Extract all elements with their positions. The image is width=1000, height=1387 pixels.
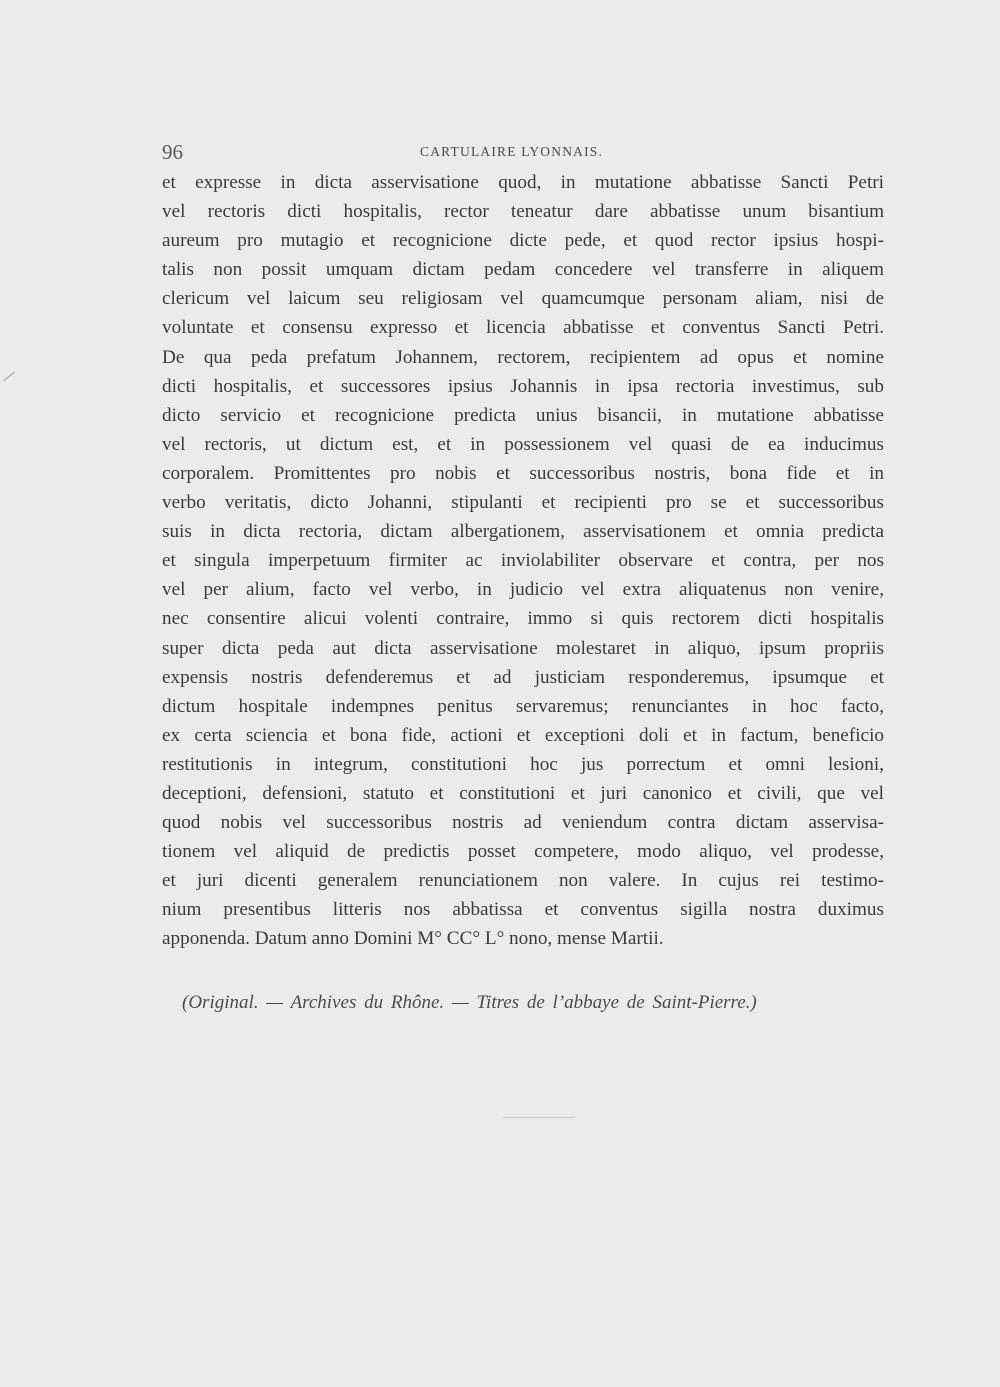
text-line: De qua peda prefatum Johannem, rectorem, recipientem ad opus et nomine (162, 346, 884, 368)
text-line: voluntate et consensu expresso et licencia abbatisse et conventus Sancti Petri. (162, 317, 884, 339)
page-number: 96 (162, 140, 183, 164)
source-citation: (Original. — Archives du Rhône. — Titres de l’abbaye de Saint-Pierre.) (182, 992, 757, 1013)
text-line: et juri dicenti generalem renunciationem non valere. In cujus rei testimo- (162, 870, 884, 892)
margin-pencil-mark (3, 372, 14, 382)
text-line: dicto servicio et recognicione predicta unius bisancii, in mutatione abbatisse (162, 404, 884, 426)
text-line: restitutionis in integrum, constitutioni hoc jus porrectum et omni lesioni, (162, 753, 884, 775)
text-line: nec consentire alicui volenti contraire, immo si quis rectorem dicti hospitalis (162, 608, 884, 630)
text-line: aureum pro mutagio et recognicione dicte pede, et quod rector ipsius hospi- (162, 230, 884, 252)
text-line: et expresse in dicta asservisatione quod, in mutatione abbatisse Sancti Petri (162, 172, 884, 193)
text-line: deceptioni, defensioni, statuto et constitutioni et juri canonico et civili, que vel (162, 782, 884, 804)
text-line: verbo veritatis, dicto Johanni, stipulanti et recipienti pro se et successoribus (162, 492, 884, 514)
text-line: talis non possit umquam dictam pedam concedere vel transferre in aliquem (162, 259, 884, 281)
text-line: clericum vel laicum seu religiosam vel quamcumque personam aliam, nisi de (162, 288, 884, 310)
text-line: nium presentibus litteris nos abbatissa et conventus sigilla nostra duximus (162, 899, 884, 921)
running-head (162, 140, 882, 166)
text-line: ex certa sciencia et bona fide, actioni et exceptioni doli et in factum, beneficio (162, 724, 884, 746)
text-line: super dicta peda aut dicta asservisatione molestaret in aliquo, ipsum propriis (162, 637, 884, 659)
text-line: quod nobis vel successoribus nostris ad veniendum contra dictam asservisa- (162, 812, 884, 834)
text-line: et singula imperpetuum firmiter ac inviolabiliter observare et contra, per nos (162, 550, 884, 572)
text-line: vel per alium, facto vel verbo, in judicio vel extra aliquatenus non venire, (162, 579, 884, 601)
text-line: expensis nostris defenderemus et ad justiciam responderemus, ipsumque et (162, 666, 884, 688)
end-rule (503, 1117, 575, 1118)
text-line: dicti hospitalis, et successores ipsius Johannis in ipsa rectoria investimus, sub (162, 375, 884, 397)
running-title: CARTULAIRE LYONNAIS. (420, 144, 604, 159)
text-line: apponenda. Datum anno Domini M° CC° L° nono, mense Martii. (162, 928, 664, 950)
text-line: vel rectoris dicti hospitalis, rector teneatur dare abbatisse unum bisantium (162, 201, 884, 223)
charter-text (162, 168, 884, 954)
text-line: vel rectoris, ut dictum est, et in possessionem vel quasi de ea inducimus (162, 433, 884, 455)
text-line: tionem vel aliquid de predictis posset competere, modo aliquo, vel prodesse, (162, 841, 884, 863)
text-line: suis in dicta rectoria, dictam albergationem, asservisationem et omnia predicta (162, 521, 884, 543)
text-line: dictum hospitale indempnes penitus servaremus; renunciantes in hoc facto, (162, 695, 884, 717)
text-line: corporalem. Promittentes pro nobis et successoribus nostris, bona fide et in (162, 462, 884, 484)
